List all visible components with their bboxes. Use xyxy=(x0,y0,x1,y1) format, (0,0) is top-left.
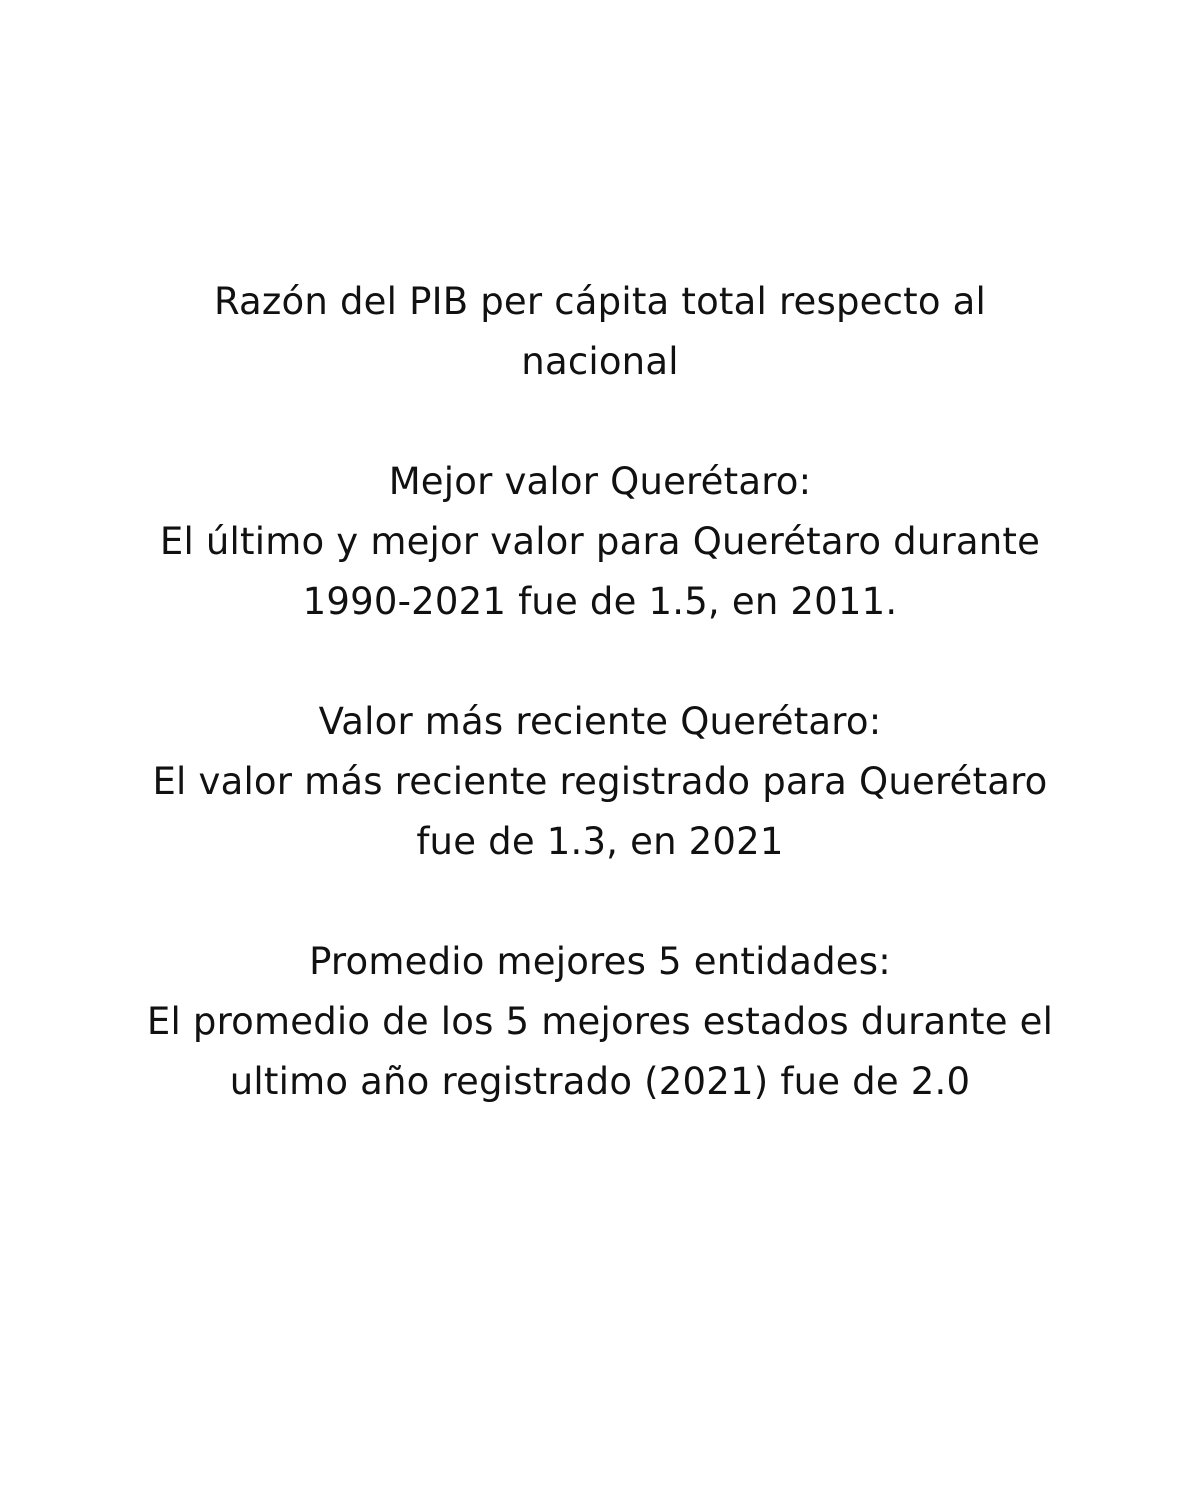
recent-value-text-line-2: fue de 1.3, en 2021 xyxy=(416,820,784,863)
best-value-section xyxy=(120,452,1080,632)
spacer xyxy=(0,872,1200,932)
best-value-text-line-2: 1990-2021 fue de 1.5, en 2011. xyxy=(302,580,898,623)
page-title-line-2: nacional xyxy=(521,340,679,383)
page-title-line-1: Razón del PIB per cápita total respecto al xyxy=(213,280,987,323)
best-value-heading: Mejor valor Querétaro: xyxy=(388,460,812,503)
best-value-text-line-1: El último y mejor valor para Querétaro durante xyxy=(159,520,1041,563)
recent-value-section xyxy=(120,692,1080,872)
recent-value-text-line-1: El valor más reciente registrado para Querétaro xyxy=(152,760,1048,803)
recent-value-heading: Valor más reciente Querétaro: xyxy=(318,700,882,743)
document-page xyxy=(0,272,1200,1112)
spacer xyxy=(0,632,1200,692)
top5-average-section xyxy=(120,932,1080,1112)
spacer xyxy=(0,392,1200,452)
top5-average-text-line-1: El promedio de los 5 mejores estados durante el xyxy=(146,1000,1054,1043)
top5-average-heading: Promedio mejores 5 entidades: xyxy=(309,940,891,983)
title-block xyxy=(120,272,1080,392)
top5-average-text-line-2: ultimo año registrado (2021) fue de 2.0 xyxy=(229,1060,971,1103)
